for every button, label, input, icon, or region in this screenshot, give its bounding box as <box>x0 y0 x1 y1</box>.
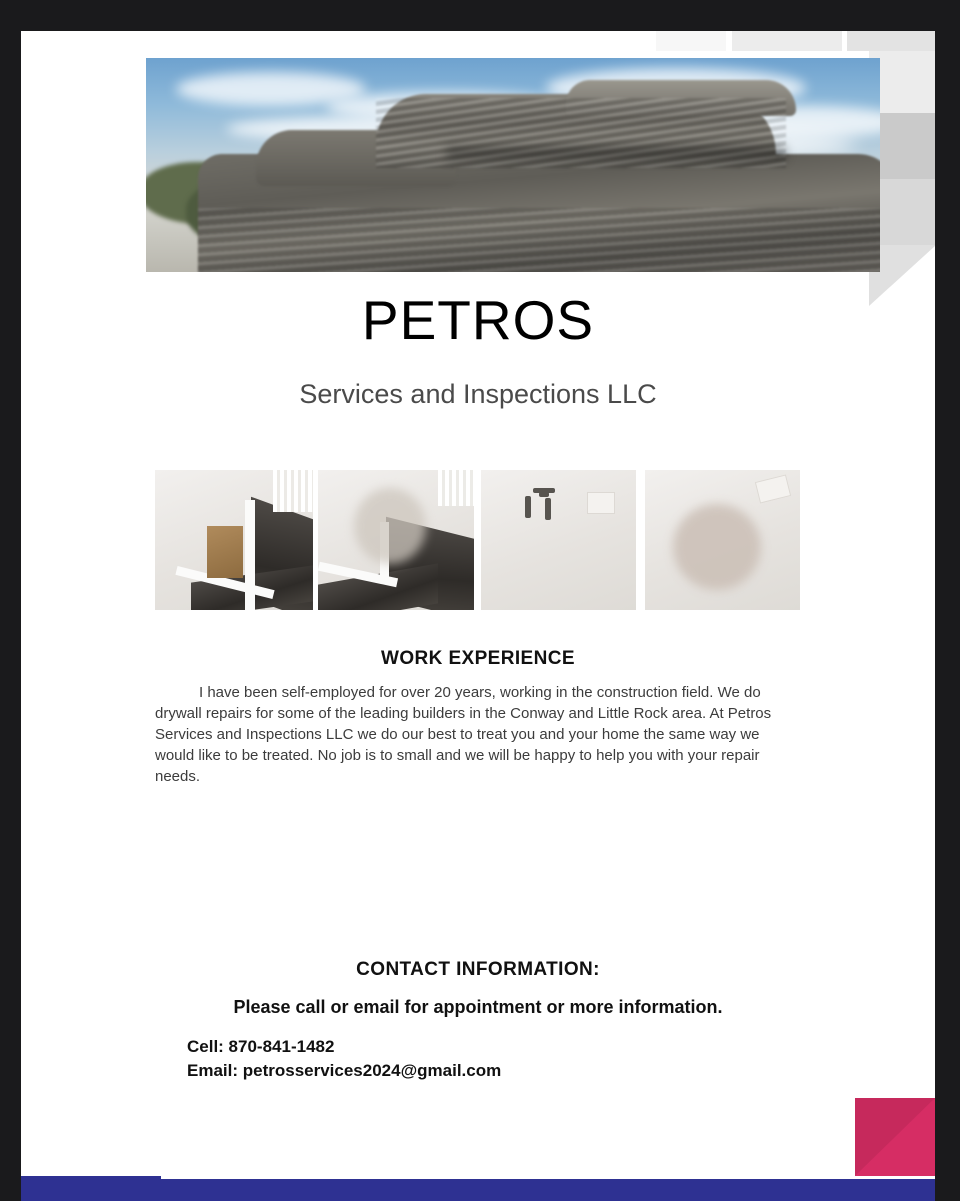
work-experience-heading: WORK EXPERIENCE <box>381 648 575 669</box>
contact-heading: CONTACT INFORMATION: <box>356 959 600 980</box>
decorative-block-3 <box>847 31 935 51</box>
decorative-blue-bar-right <box>161 1179 935 1201</box>
contact-email: Email: petrosservices2024@gmail.com <box>187 1061 502 1080</box>
decorative-top-blocks <box>21 31 935 51</box>
plumbing-stub <box>539 492 549 497</box>
rock-formation-photo <box>146 58 880 272</box>
gallery-photo-1 <box>155 470 313 610</box>
plumbing-stub <box>525 496 531 518</box>
gallery-photo-3 <box>481 470 636 610</box>
contact-cell: Cell: 870-841-1482 <box>187 1037 335 1056</box>
door-panel <box>273 470 313 512</box>
gallery-photo-4 <box>645 470 800 610</box>
ceiling-water-stain <box>673 504 761 590</box>
decorative-pink-square <box>855 1098 935 1176</box>
gallery-photo-2 <box>318 470 474 610</box>
water-stain <box>354 488 426 564</box>
photo-gallery <box>155 470 805 610</box>
contact-subheading: Please call or email for appointment or more information. <box>233 997 723 1017</box>
wall-plate <box>587 492 615 514</box>
document-page <box>21 31 935 1201</box>
plumbing-stub <box>545 498 551 520</box>
contact-details <box>187 1035 787 1083</box>
door-panel <box>438 470 474 506</box>
rock-shadow <box>446 146 786 160</box>
page-title: PETROS <box>361 289 595 351</box>
drywall-access-hole <box>207 526 243 578</box>
work-experience-body: I have been self-employed for over 20 years, working in the construction field. We do drywall repairs for some of the leading builders in the Conway and Little Rock area. At Petros Services and Inspections LLC we do our best to treat you and your home the same way we would like to be treated. No job is to small and we will be happy to help you with your repair needs. <box>155 684 772 785</box>
wall-surface <box>481 470 636 610</box>
decorative-block-2 <box>732 31 842 51</box>
decorative-blue-bar-left <box>21 1176 161 1201</box>
rock-strata-lower <box>198 208 880 272</box>
decorative-block-1 <box>656 31 726 51</box>
page-subtitle: Services and Inspections LLC <box>299 379 657 409</box>
